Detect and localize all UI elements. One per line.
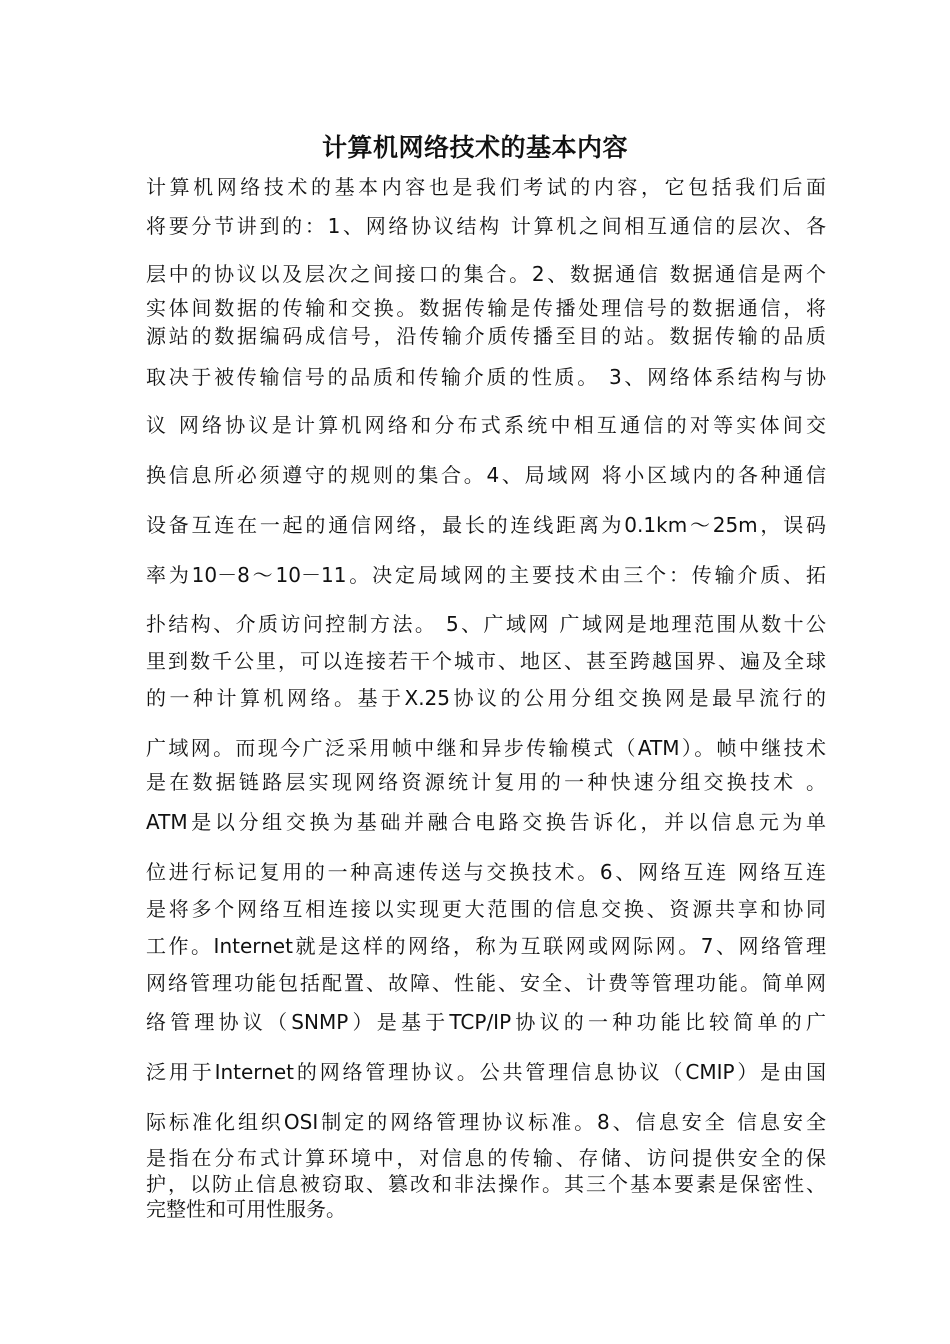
- body-line: 将要分节讲到的：1、网络协议结构 计算机之间相互通信的层次、各: [146, 214, 826, 238]
- body-line: 议 网络协议是计算机网络和分布式系统中相互通信的对等实体间交: [146, 413, 826, 437]
- body-line: ATM是以分组交换为基础并融合电路交换告诉化，并以信息元为单: [146, 810, 826, 834]
- body-line: 设备互连在一起的通信网络，最长的连线距离为0.1km～25m，误码: [146, 513, 826, 537]
- body-line: 是将多个网络互相连接以实现更大范围的信息交换、资源共享和协同: [146, 897, 826, 921]
- body-line: 络管理协议（SNMP）是基于TCP/IP协议的一种功能比较简单的广: [146, 1010, 826, 1034]
- body-line: 换信息所必须遵守的规则的集合。4、局域网 将小区域内的各种通信: [146, 463, 826, 487]
- body-line: 泛用于Internet的网络管理协议。公共管理信息协议（CMIP）是由国: [146, 1060, 826, 1084]
- body-line: 里到数千公里，可以连接若干个城市、地区、甚至跨越国界、遍及全球: [146, 649, 826, 673]
- body-line: 计算机网络技术的基本内容也是我们考试的内容，它包括我们后面: [146, 175, 826, 199]
- body-line: 的一种计算机网络。基于X.25协议的公用分组交换网是最早流行的: [146, 686, 826, 710]
- body-line: 是在数据链路层实现网络资源统计复用的一种快速分组交换技术 。: [146, 770, 826, 794]
- body-line: 护，以防止信息被窃取、篡改和非法操作。其三个基本要素是保密性、: [146, 1172, 826, 1196]
- body-line: 网络管理功能包括配置、故障、性能、安全、计费等管理功能。简单网: [146, 971, 826, 995]
- body-line: 源站的数据编码成信号，沿传输介质传播至目的站。数据传输的品质: [146, 324, 826, 348]
- body-line: 扑结构、介质访问控制方法。 5、广域网 广域网是地理范围从数十公: [146, 612, 826, 636]
- body-line: 实体间数据的传输和交换。数据传输是传播处理信号的数据通信，将: [146, 296, 826, 320]
- body-line: 率为10－8～10－11。决定局域网的主要技术由三个：传输介质、拓: [146, 563, 826, 587]
- body-line: 广域网。而现今广泛采用帧中继和异步传输模式（ATM）。帧中继技术: [146, 736, 826, 760]
- body-line: 际标准化组织OSI制定的网络管理协议标准。8、信息安全 信息安全: [146, 1110, 826, 1134]
- body-line: 取决于被传输信号的品质和传输介质的性质。 3、网络体系结构与协: [146, 365, 826, 389]
- body-line: 层中的协议以及层次之间接口的集合。2、数据通信 数据通信是两个: [146, 262, 826, 286]
- document-title: 计算机网络技术的基本内容: [321, 133, 628, 162]
- body-line: 位进行标记复用的一种高速传送与交换技术。6、网络互连 网络互连: [146, 860, 826, 884]
- body-line: 是指在分布式计算环境中，对信息的传输、存储、访问提供安全的保: [146, 1146, 826, 1170]
- body-line: 完整性和可用性服务。: [146, 1197, 346, 1221]
- body-line: 工作。Internet就是这样的网络，称为互联网或网际网。7、网络管理: [146, 934, 826, 958]
